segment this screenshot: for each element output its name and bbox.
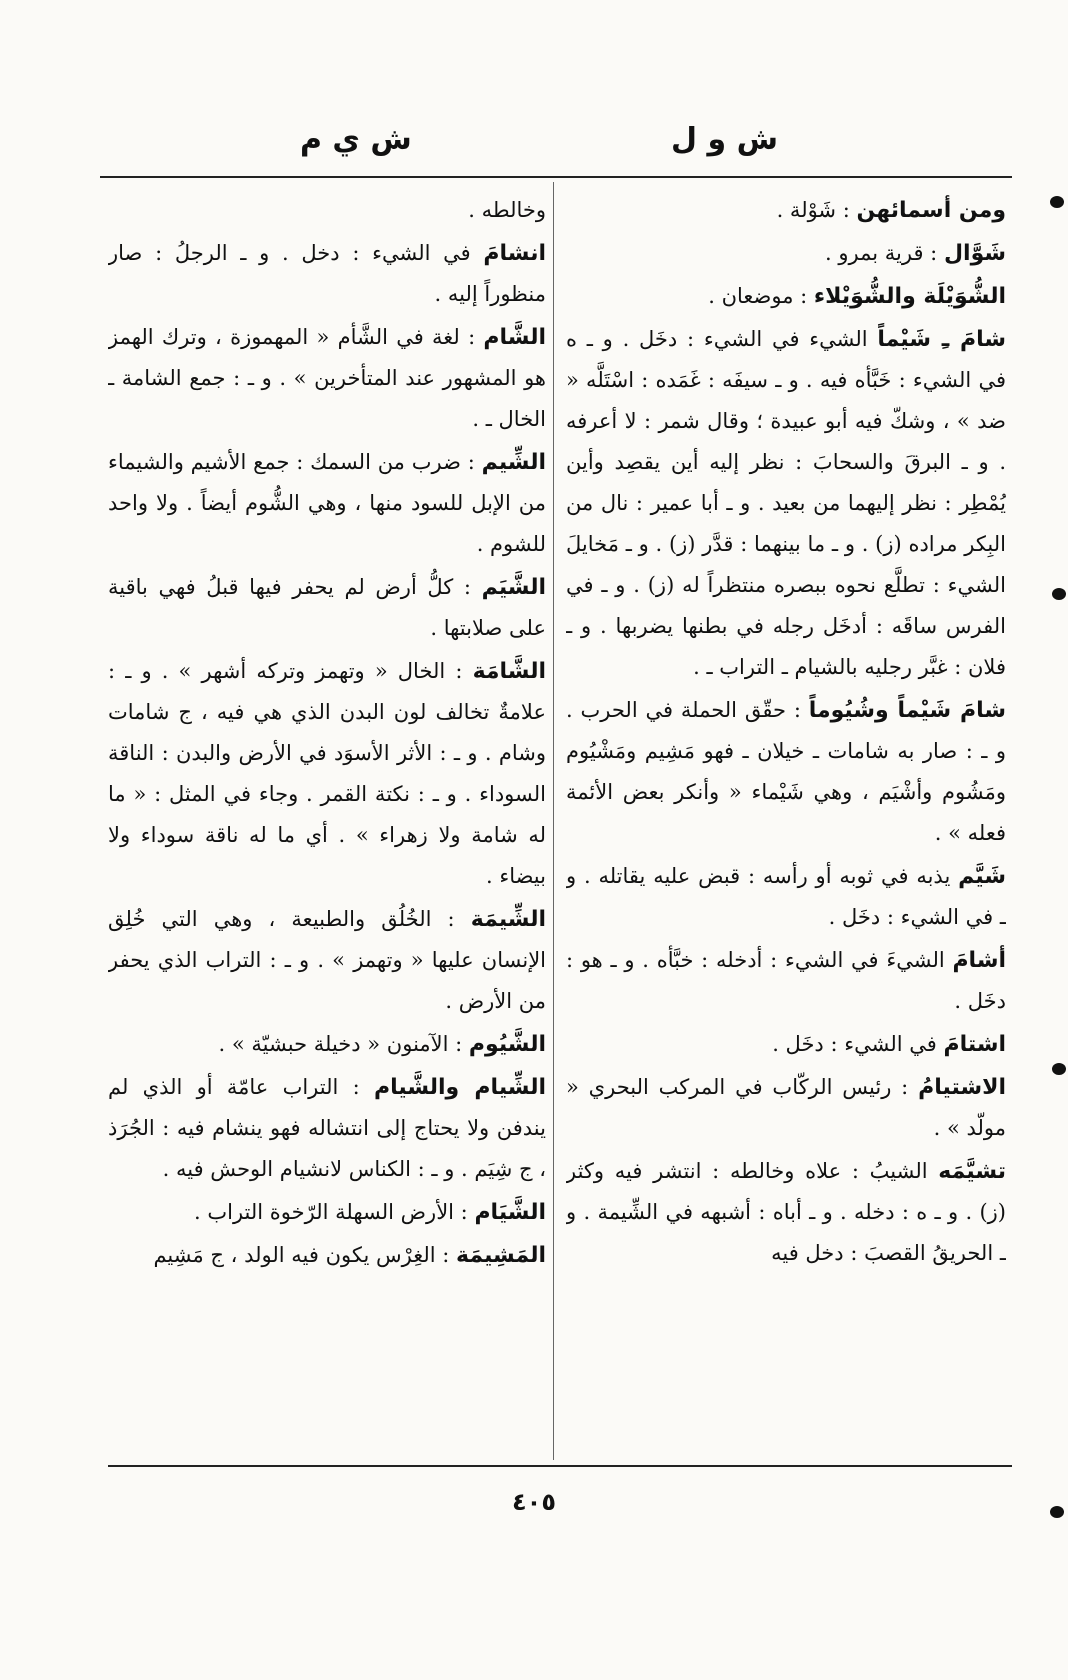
entry-headword: الشَّام (483, 325, 546, 350)
entry-text: : الآمنون « دخيلة حبشيّة » . (218, 1032, 469, 1056)
entry-text: : حقّق الحملة في الحرب . و ـ : صار به شامات ـ خيلان ـ فهو مَشِيم ومَشْيُوم ومَشُوم وأشْيَم ، وهي شَيْماء « وأنكر بعض الأئمة فعله » . (566, 698, 1006, 845)
margin-ink-mark (1052, 1063, 1066, 1075)
entry-text: : كلُّ أرض لم يحفر فيها قبلُ فهي باقية على صلابتها . (108, 575, 546, 640)
entry-text: : لغة في الشَّأم « المهموزة ، وترك الهمز هو المشهور عند المتأخرين » . و ـ : جمع الشامة ـ الخال ـ . (108, 325, 546, 431)
entry-headword: تشيَّمَه (938, 1159, 1006, 1184)
entry (566, 276, 1006, 317)
entry (108, 317, 546, 440)
entry-text: الشيبُ : علاه وخالطه : انتشر فيه وكثر (ز) . و ـ ه : دخله . و ـ أباه : أشبهه في الشِّيمة . و ـ الحريقُ القصبَ : دخل فيه (566, 1159, 1006, 1265)
entry (108, 1235, 546, 1276)
entry-headword: الشَّيَم (481, 575, 546, 600)
entry (566, 1024, 1006, 1065)
entry-headword: ومن أسمائهن (856, 198, 1006, 223)
entry-headword: اشتامَ (943, 1032, 1006, 1057)
entry (108, 1067, 546, 1190)
right-column (566, 190, 1006, 1458)
entry (566, 1067, 1006, 1149)
entry-text: : ضرب من السمك : جمع الأشيم والشيماء من الإبل للسود منها ، وهي الشُّوم أيضاً . ولا واحد للشوم . (108, 450, 546, 556)
entry (566, 233, 1006, 274)
entry-headword: الشَّيَام (474, 1200, 546, 1225)
entry-headword: الاشتيامُ (918, 1075, 1006, 1100)
entry (566, 319, 1006, 688)
margin-ink-mark (1052, 588, 1066, 600)
entry (108, 651, 546, 897)
entry-text: يذبه في ثوبه أو رأسه : قبض عليه يقاتله . و ـ في الشيء : دخَل . (566, 864, 1006, 929)
entry-headword: شامَ ـِ شَيْماً (877, 327, 1006, 352)
entry-headword: شَيَّم (958, 864, 1006, 889)
entry-text: الشيءَ في الشيء : أدخله : خبَّأه . و ـ هو : دخَل . (566, 948, 1006, 1013)
entry-headword: الشَّامَة (472, 659, 546, 684)
entry-text: الشيء في الشيء : دخَل . و ـ ه في الشيء : خَبَّأه فيه . و ـ سيفَه : غَمَده : اسْتَلَّه « ضد » ، وشكّ فيه أبو عبيدة ؛ وقال شمر : لا أعرفه . و ـ البرقَ والسحابَ : نظر إليه أين يقصِد وأين يُمْطِر : نظر إليهما من بعيد . و ـ أبا عمير : نال من البِكر مراده (ز) . و ـ ما بينهما : قدَّر (ز) . و ـ مَخايلَ الشيء : تطلَّع نحوه ببصره منتظراً له (ز) . و ـ في الفرس ساقَه : أدخَل رجله في بطنها يضربها . و ـ فلان : غبَّر رجليه بالشيام ـ التراب ـ . (566, 327, 1006, 679)
top-rule (100, 176, 1012, 178)
entry (108, 442, 546, 565)
entry-headword: انشامَ (483, 241, 546, 266)
entry (566, 856, 1006, 938)
entry (566, 190, 1006, 231)
entry-text: : قرية بمرو . (825, 241, 944, 265)
entry-text: : الخُلُق والطبيعة ، وهي التي خُلِق الإنسان عليها « وتهمز » . و ـ : التراب الذي يحفر من الأرض . (108, 907, 546, 1013)
entry (108, 1024, 546, 1065)
entry-headword: أشامَ (952, 948, 1006, 973)
bottom-rule (108, 1465, 1012, 1467)
entry-text: : الخال « وتهمز وتركه أشهر » . و ـ : علامةٌ تخالف لون البدن الذي هي فيه ، ج شامات وشام . و ـ : الأثر الأسوَد في الأرض والبدن : الناقة السوداء . و ـ : نكتة القمر . وجاء في المثل : « ما له شامة ولا زهراء » . أي ما له ناقة سوداء ولا بيضاء . (108, 659, 546, 888)
entry-text: وخالطه . (468, 198, 546, 222)
margin-ink-mark (1050, 1506, 1064, 1518)
entry (566, 1151, 1006, 1274)
page-number: ٤٠٥ (512, 1488, 556, 1516)
entry-headword: الشِّيمَة (470, 907, 546, 932)
entry-text: في الشيء : دخَل . (772, 1032, 944, 1056)
entry-text: في الشيء : دخل . و ـ الرجلُ : صار منظوراً إليه . (108, 241, 546, 306)
margin-ink-mark (1050, 196, 1064, 208)
entry-text: : شَوْلة . (776, 198, 857, 222)
entry (566, 690, 1006, 854)
entry-headword: شامَ شَيْماً وشُيُوماً (808, 698, 1006, 723)
entry-headword: شَوَّال (943, 241, 1006, 266)
entry-text: : موضعان . (708, 284, 814, 308)
entry-headword: الشِّيام والشَّيام (373, 1075, 546, 1100)
page-header-root-left: ش ي م (300, 122, 412, 157)
entry-text: : التراب عامّة أو الذي لم يندفن ولا يحتاج إلى انتشاله فهو ينشام فيه : الجُرَذ ، ج شِيَم . و ـ : الكناس لانشيام الوحش فيه . (108, 1075, 546, 1181)
entry (566, 940, 1006, 1022)
entry (108, 567, 546, 649)
entry-text: : الغِرْس يكون فيه الولد ، ج مَشِيم (153, 1243, 456, 1267)
entry-text: : رئيس الركّاب في المركب البحري « مولّد » . (566, 1075, 1006, 1140)
page-header-root-right: ش و ل (671, 122, 778, 157)
column-divider (553, 182, 554, 1460)
entry (108, 190, 546, 231)
left-column (108, 190, 546, 1458)
entry-headword: الشَّيُوم (468, 1032, 546, 1057)
entry-headword: المَشِيمَة (455, 1243, 546, 1268)
entry (108, 1192, 546, 1233)
entry-text: : الأرض السهلة الرّخوة التراب . (194, 1200, 475, 1224)
entry (108, 899, 546, 1022)
entry-headword: الشُّوَيْلَة والشُّوَيْلاء (813, 284, 1006, 309)
entry (108, 233, 546, 315)
entry-headword: الشِّيم (481, 450, 546, 475)
